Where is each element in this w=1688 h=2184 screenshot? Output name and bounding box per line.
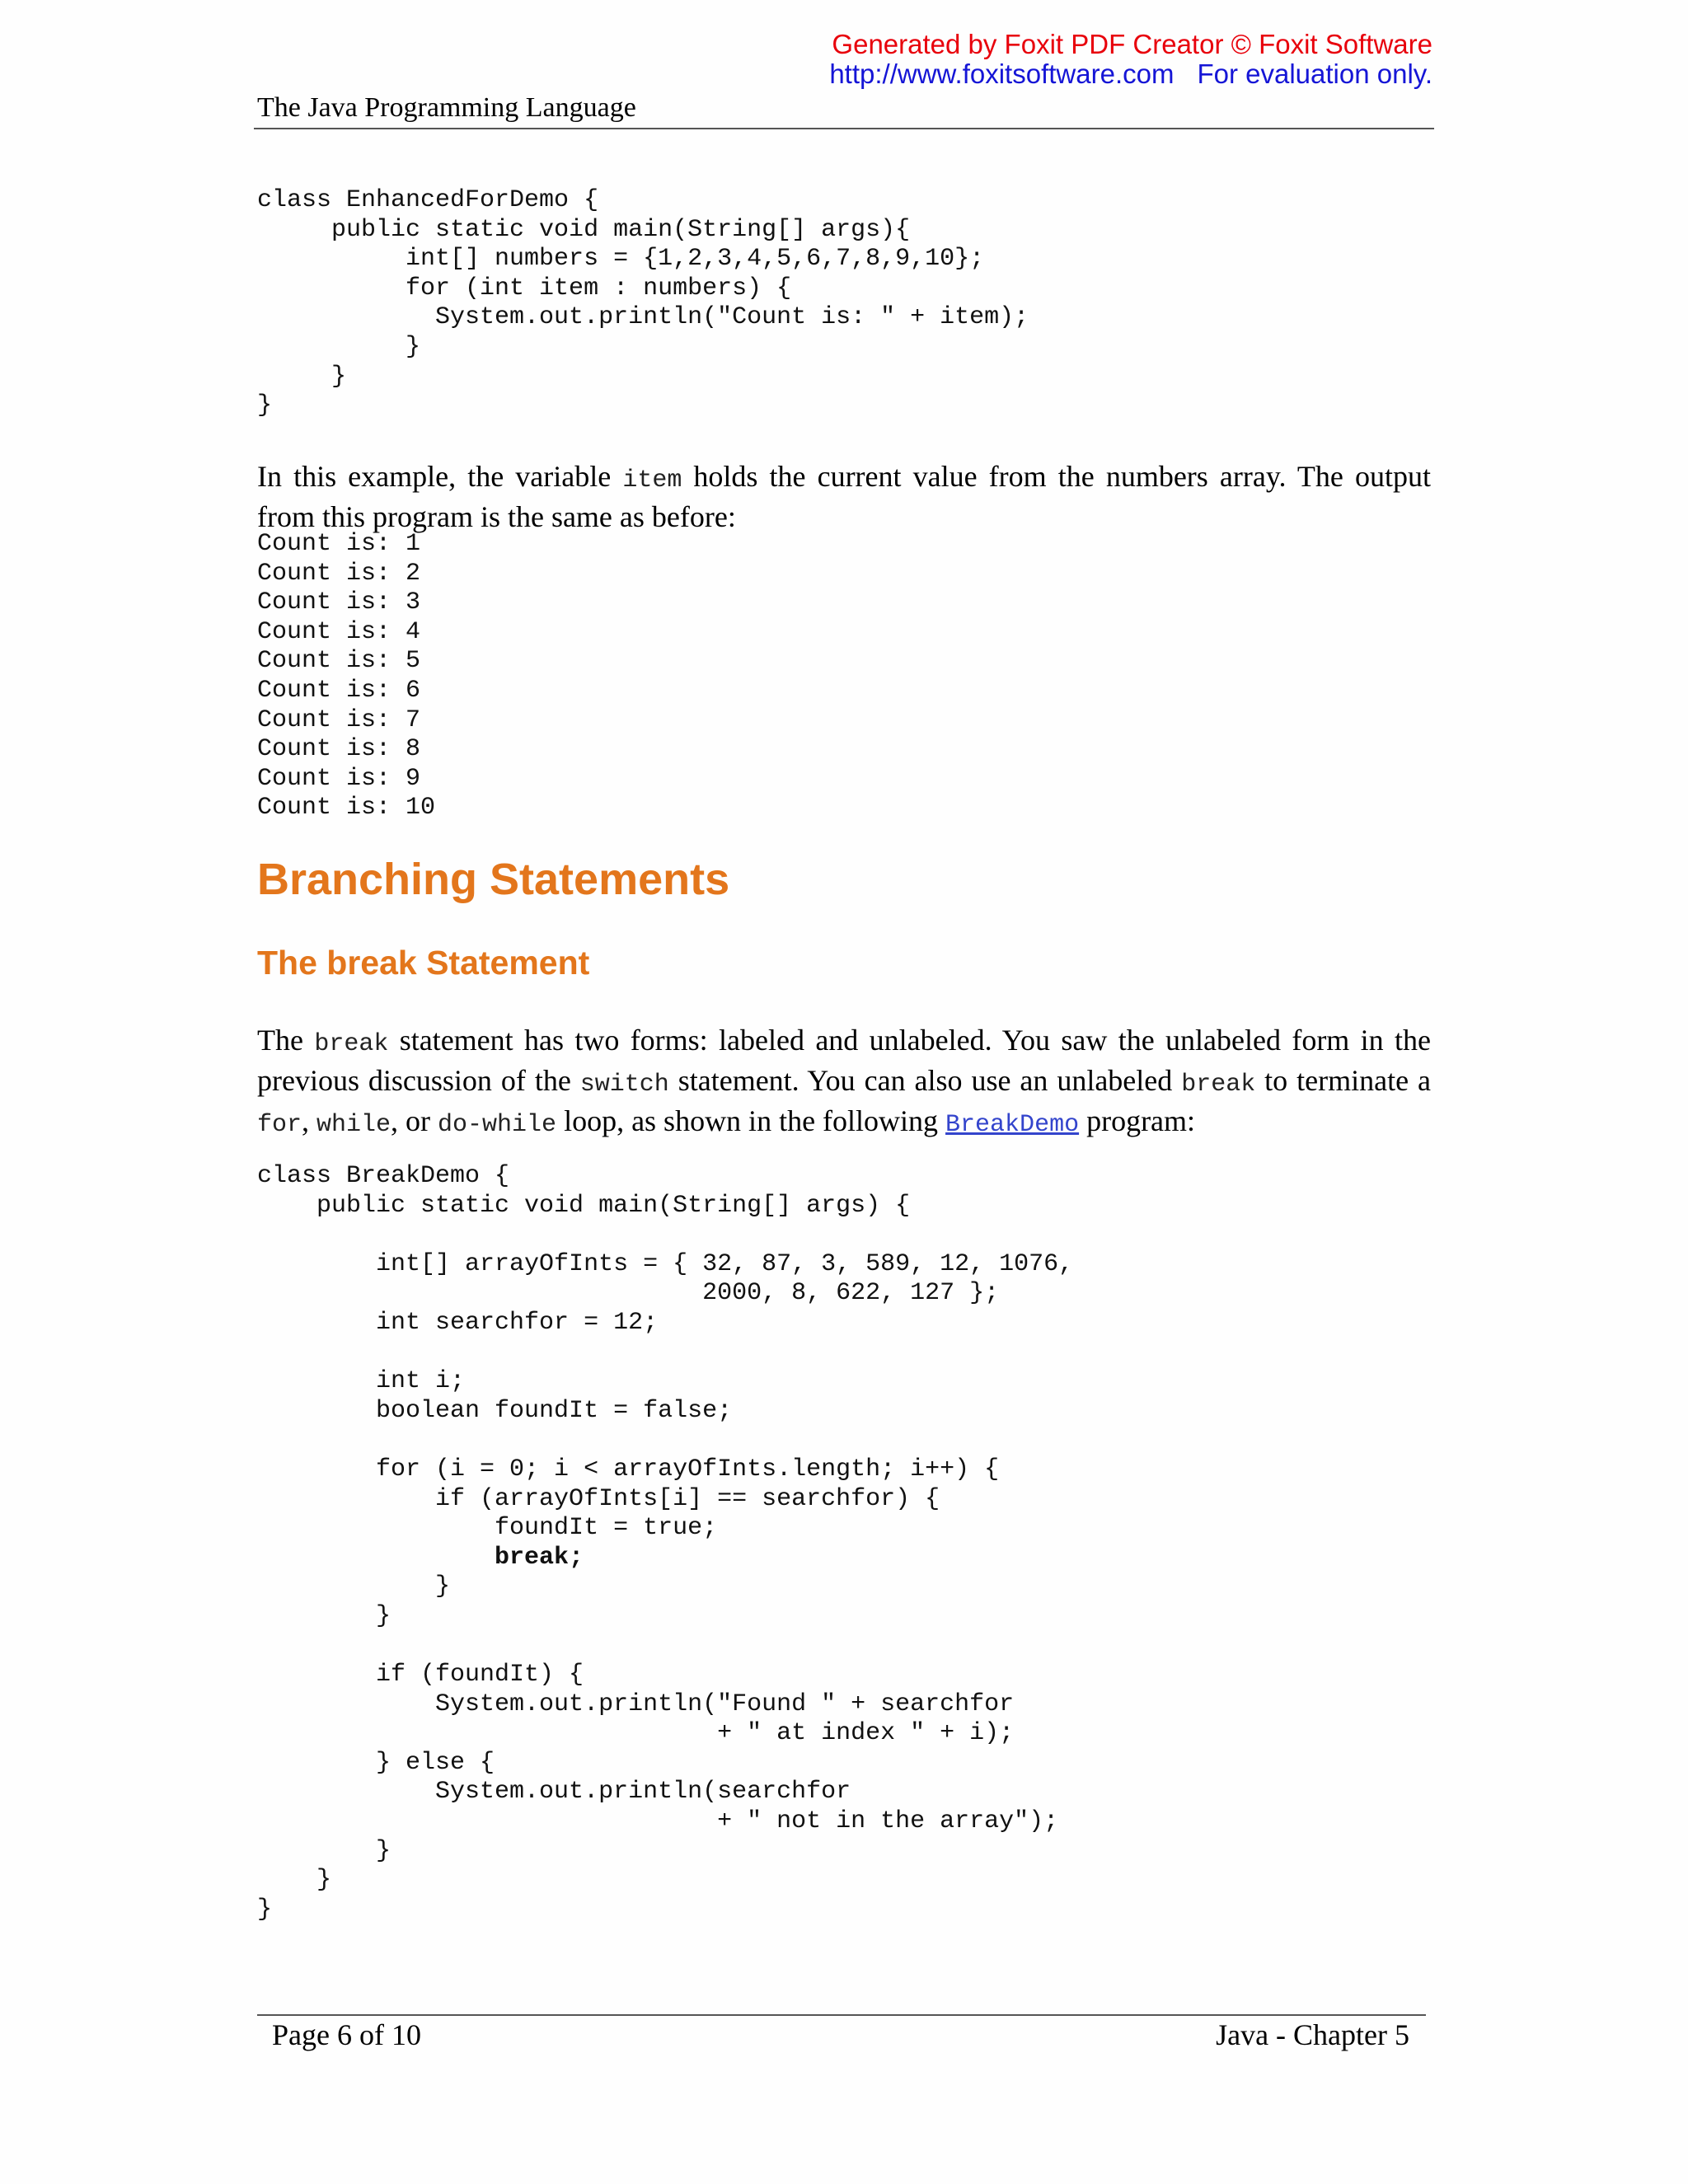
chapter-label: Java - Chapter 5 (1216, 2018, 1409, 2051)
watermark-line2 (829, 59, 1432, 89)
inline-code-break: break (314, 1030, 389, 1058)
text-segment: , or (391, 1104, 438, 1137)
inline-code-break: break (1181, 1071, 1256, 1099)
inline-code-item: item (622, 466, 682, 494)
section-title: Branching Statements (257, 855, 730, 904)
inline-code-while: while (316, 1111, 392, 1139)
inline-code-switch: switch (579, 1071, 669, 1099)
watermark-note: For evaluation only. (1197, 59, 1432, 89)
enhanced-for-code-block: class EnhancedForDemo { public static void main(String[] args){ int[] numbers = {1,2,3,4,5,6,7,8,9,10}; for (int item : numbers) { System.out.println("Count is: " + item); } } } (257, 186, 1029, 420)
breakdemo-code-block (257, 1162, 1073, 1924)
code-segment: class BreakDemo { public static void main(String[] args) { int[] arrayOfInts = { 32, 87, 3, 589, 12, 1076, 2000, 8, 622, 127 }; int searchfor = 12; int i; boolean foundIt = false; for (i = 0; i < arrayOfInts.length; i++) { if (arrayOfInts[i] == searchfor) { foundIt = true; (257, 1162, 1074, 1543)
code-break-keyword: break; (495, 1543, 584, 1572)
text-segment: holds the current value from the numbers array. The output from this program is the same as before: (257, 460, 1431, 533)
header-divider (254, 128, 1434, 129)
text-segment: statement. You can also use an unlabeled (668, 1064, 1182, 1097)
watermark-url-link[interactable]: http://www.foxitsoftware.com (829, 59, 1175, 89)
watermark-generator-text: Generated by Foxit PDF Creator © Foxit Software (832, 29, 1432, 59)
subsection-title: The break Statement (257, 944, 590, 982)
paragraph-item-explanation (257, 458, 1431, 535)
inline-code-for: for (257, 1111, 302, 1139)
evaluation-watermark (829, 30, 1432, 89)
breakdemo-link[interactable]: BreakDemo (945, 1111, 1080, 1139)
text-segment: loop, as shown in the following (556, 1104, 946, 1137)
text-segment: statement has two forms: labeled and unlabeled. You saw the unlabeled form in the previous discussion of the (257, 1024, 1432, 1097)
text-segment: In this example, the variable (257, 460, 623, 493)
text-segment: program: (1079, 1104, 1196, 1137)
running-header-title: The Java Programming Language (257, 92, 636, 123)
paragraph-break-explanation (257, 1022, 1431, 1143)
footer-divider (257, 2014, 1426, 2016)
text-segment: to terminate a (1255, 1064, 1431, 1097)
page-number: Page 6 of 10 (272, 2018, 421, 2051)
text-segment: , (302, 1104, 317, 1137)
program-output-block: Count is: 1 Count is: 2 Count is: 3 Count is: 4 Count is: 5 Count is: 6 Count is: 7 Count is: 8 Count is: 9 Count is: 10 (257, 530, 436, 823)
code-segment: } } if (foundIt) { System.out.println("Found " + searchfor + " at index " + i); } else { System.out.println(searchfor + " not in the array"); } } } (257, 1572, 1059, 1924)
inline-code-do-while: do-while (438, 1111, 557, 1139)
text-segment: The (257, 1024, 315, 1057)
